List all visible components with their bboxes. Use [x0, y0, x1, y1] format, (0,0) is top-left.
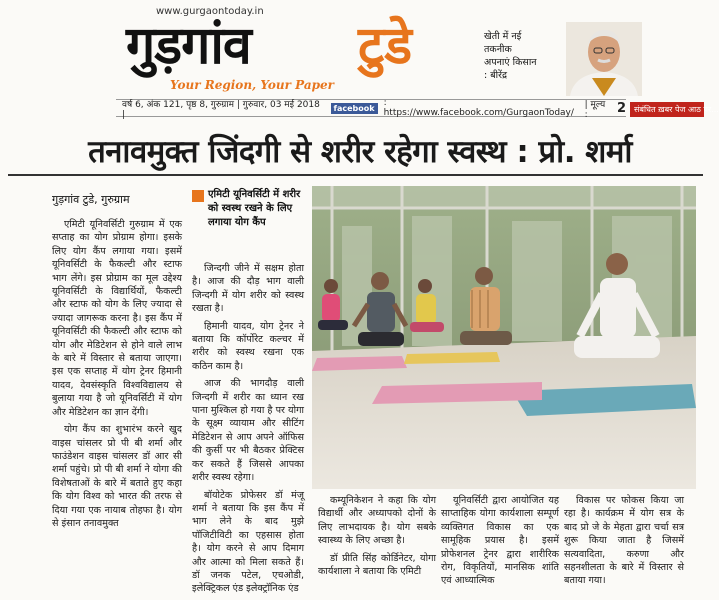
paragraph: जिन्दगी जीने में सक्षम होता है। आज की दौड़ भाग वाली जिन्दगी में योग शरीर को स्वस्थ रखता है।: [192, 263, 304, 315]
promo-line: : बीरेंद्र: [484, 70, 508, 81]
paragraph: हिमानी यादव, योग ट्रेनर ने बताया कि कॉर्पोरेट कल्चर में शरीर को स्वस्थ रखना एक कठिन काम है।: [192, 320, 304, 372]
price-value: 2: [616, 100, 627, 116]
masthead-url: www.gurgaontoday.in: [156, 6, 264, 17]
headline: तनावमुक्त जिंदगी से शरीर रहेगा स्वस्थ : प्रो. शर्मा: [88, 134, 632, 170]
paragraph: योग कैंप का शुभारंभ करने खुद वाइस चांसलर प्रो पी बी शर्मा और फाउंडेशन वाइस चांसलर डॉ आर सी शर्मा पहुंचे। प्रो पी बी शर्मा ने योगा की विशेषताओं के बारे में बताते हुए कहा कि योग विश्व को भारत की तरफ से दिया गया एक नायाब तोहफा है। योग से इंसान तनावमुक्त: [52, 424, 182, 529]
issue-details: वर्ष 6, अंक 121, पृष्ठ 8, गुरुग्राम | गुरुवार, 03 मई 2018 |: [122, 99, 320, 120]
price-label: | मूल्य :: [584, 99, 606, 120]
related-news-bar: संबंधित ख़बर पेज आठ पर...: [630, 102, 704, 117]
facebook-url: : https://www.facebook.com/GurgaonToday/: [383, 98, 574, 118]
byline: गुड़गांव टुडे, गुरुग्राम: [52, 193, 130, 206]
article-column-3: [318, 494, 436, 582]
paragraph: कम्यूनिकेशन ने कहा कि योग विद्यार्थी और अध्यापको दोनों के लिए लाभदायक है। योग सबके स्वास्थ्य के लिए अच्छा है।: [318, 495, 436, 547]
paragraph: आज की भागदौड़ वाली जिन्दगी में शरीर का ध्यान रख पाना मुश्किल हो गया है पर योगा के सूक्ष्म व्यायाम और सीटिंग मेडिटेशन से आप अपने ऑफिस की कुर्सी पर भी बैठकर प्रेक्टिस कर सकते हैं जिससे आपका शरीर स्वस्थ रहेगा।: [192, 378, 304, 484]
promo-text: [484, 30, 564, 82]
paragraph: विकास पर फोकस किया जा रहा है। कार्यक्रम में योग सत्र के बाद प्रो जे के मेहता द्वारा चर्चा सत्र शुरू किया जाता है जिसमें सत्यवादिता, करुणा और सहनशीलता के बारे में विस्तार से बताया गया।: [564, 495, 684, 587]
article-column-5: [564, 494, 684, 592]
promo-portrait-photo: [566, 22, 642, 96]
divider: [8, 174, 703, 176]
promo-line: खेती में नई: [484, 31, 522, 42]
callout-marker: [192, 190, 204, 202]
paragraph: एमिटी यूनिवर्सिटी गुरुग्राम में एक सप्ताह का योग प्रोग्राम होगा। इसके लिए योग कैंप लगाया गया। इसमें यूनिवर्सिटी के फैकल्टी और स्टाफ भाग लेंगे। इस प्रोग्राम का मूल उद्देश्य यूनिवर्सिटी के विद्यार्थियों, फैकल्टी और स्टाफ को योग के लिए ज्यादा से ज्यादा जागरूक करना है। इस कैंप में यूनिवर्सिटी की फैकल्टी और स्टाफ को योग और मेडिटेशन से होने वाले लाभ के बारे में विस्तार से बताया जाएगा। इस एक सप्ताह में योग ट्रेनर हिमानी यादव, देवसंस्कृति विश्वविद्यालय से बुलाया गया है जो यूनिवर्सिटी में योग और मेडिटेशन का ज्ञान देंगी।: [52, 219, 182, 418]
masthead-tagline: Your Region, Your Paper: [170, 78, 334, 92]
paragraph: बॉयोटेक प्रोफेसर डॉ मंजू शर्मा ने बताया कि इस कैंप में भाग लेने के बाद मुझे पॉजिटीविटी का एहसास होता है। योग करने से आप दिमाग और आत्मा को मिला सकते हैं। डॉ जनक पटेल, एचओडी, इलेक्ट्रिकल एंड इलेक्ट्रॉनिक एंड: [192, 489, 304, 595]
callout-box: [192, 188, 310, 258]
masthead-title-part2: टुडे: [358, 16, 413, 76]
masthead-logo: [118, 10, 468, 82]
paragraph: यूनिवर्सिटी द्वारा आयोजित यह साप्ताहिक योगा कार्यशाला सम्पूर्ण व्यक्तिगत विकास का एक सामूहिक प्रयास है। इसमें प्रोफेशनल ट्रेनर द्वारा शारीरिक रोग, विकृतियों, मानसिक शांति एवं आध्यात्मिक: [441, 495, 559, 587]
yoga-camp-photo: [312, 186, 696, 489]
article-column-1: [52, 218, 182, 534]
facebook-icon: facebook: [331, 103, 378, 114]
masthead-title-part1: गुड़गांव: [126, 16, 251, 76]
article-column-4: [441, 494, 559, 592]
promo-line: अपनाएं किसान: [484, 57, 537, 68]
promo-line: तकनीक: [484, 44, 512, 55]
article-column-2: [192, 262, 304, 600]
callout-text: एमिटी यूनिवर्सिटी में शरीर को स्वस्थ रखने के लिए लगाया योग कैंप: [208, 189, 301, 228]
paragraph: डॉ प्रीति सिंह कोर्डिनेटर, योगा कार्यशाला ने बताया कि एमिटी: [318, 552, 436, 578]
issue-info-bar: [116, 98, 627, 120]
